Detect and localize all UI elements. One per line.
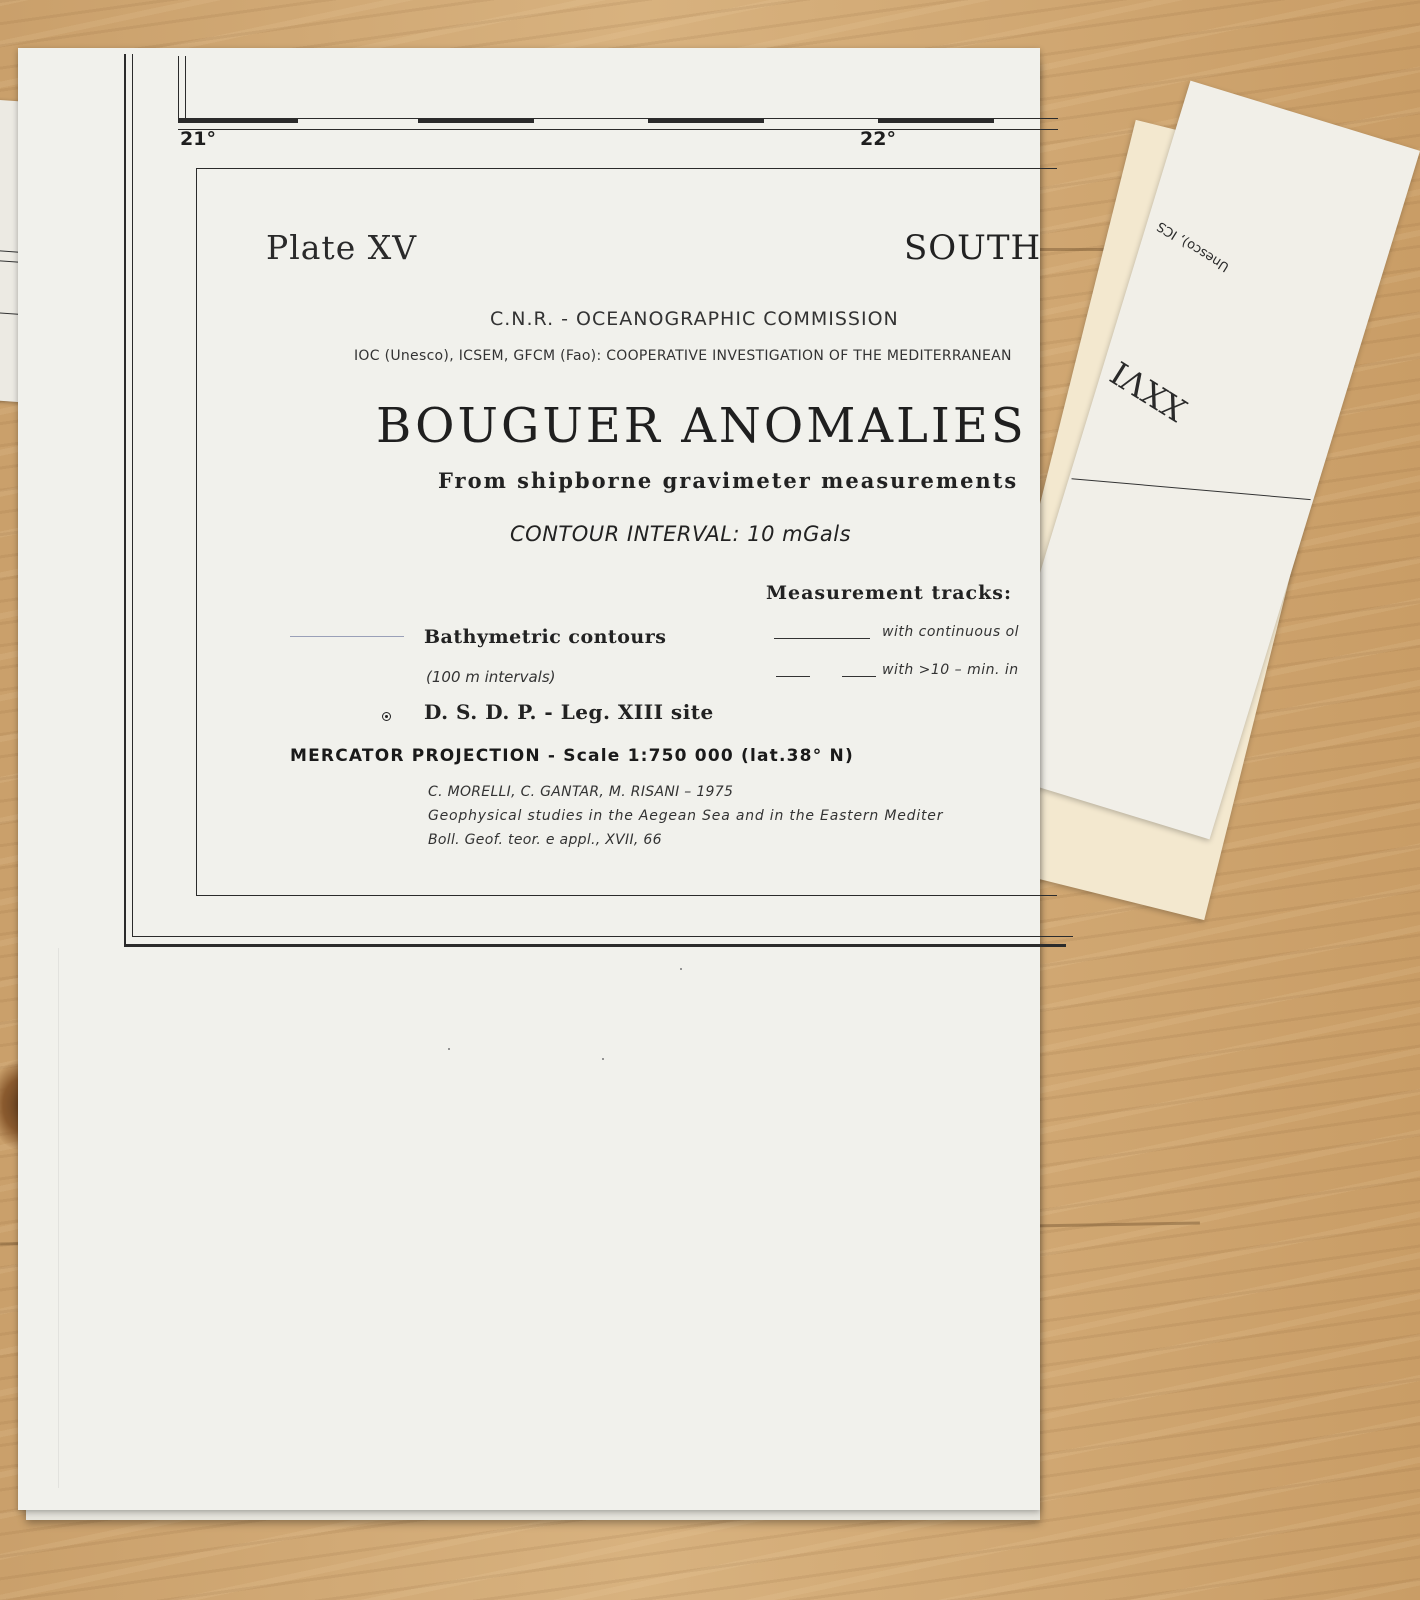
journal-reference: Boll. Geof. teor. e appl., XVII, 66 — [428, 832, 662, 848]
bathymetric-intervals: (100 m intervals) — [426, 668, 556, 686]
map-sheet — [18, 48, 1040, 1510]
continuous-track-label: with continuous ol — [882, 624, 1020, 640]
interval-track-label: with >10 – min. in — [882, 662, 1019, 678]
bathymetric-label: Bathymetric contours — [424, 626, 667, 648]
contour-interval: CONTOUR INTERVAL: 10 mGals — [510, 522, 852, 546]
map-subtitle: From shipborne gravimeter measurements — [438, 468, 1019, 493]
corner-mark — [178, 56, 186, 118]
projection-scale: MERCATOR PROJECTION - Scale 1:750 000 (lat.38° N) — [290, 746, 854, 766]
section-label: SOUTH — [904, 228, 1042, 268]
right-sheet-text-fragment: Unesco), ICS — [1154, 218, 1233, 275]
interval-track-symbol — [842, 676, 876, 677]
paper-crease — [58, 948, 59, 1488]
measurement-tracks-heading: Measurement tracks: — [766, 582, 1012, 604]
paper-speck — [448, 1048, 450, 1050]
latitude-scale-bar — [178, 118, 1058, 130]
right-sheet-plate-fragment: XXVI — [1104, 353, 1194, 429]
continuous-track-symbol — [774, 638, 870, 639]
plate-number: Plate XV — [266, 228, 418, 267]
longitude-label-22: 22° — [860, 128, 896, 150]
longitude-label-21: 21° — [180, 128, 216, 150]
dsdp-label: D. S. D. P. - Leg. XIII site — [424, 700, 714, 724]
authors: C. MORELLI, C. GANTAR, M. RISANI – 1975 — [428, 784, 734, 800]
dsdp-site-icon — [382, 712, 391, 721]
map-title: BOUGUER ANOMALIES — [376, 398, 1027, 454]
organization: C.N.R. - OCEANOGRAPHIC COMMISSION — [490, 308, 899, 330]
paper-speck — [602, 1058, 604, 1060]
interval-track-symbol — [776, 676, 810, 677]
bathymetric-line-symbol — [290, 636, 404, 637]
program: IOC (Unesco), ICSEM, GFCM (Fao): COOPERATIVE INVESTIGATION OF THE MEDITERRANEAN — [354, 348, 1012, 364]
study-title: Geophysical studies in the Aegean Sea and in the Eastern Mediter — [428, 808, 944, 824]
paper-speck — [680, 968, 682, 970]
